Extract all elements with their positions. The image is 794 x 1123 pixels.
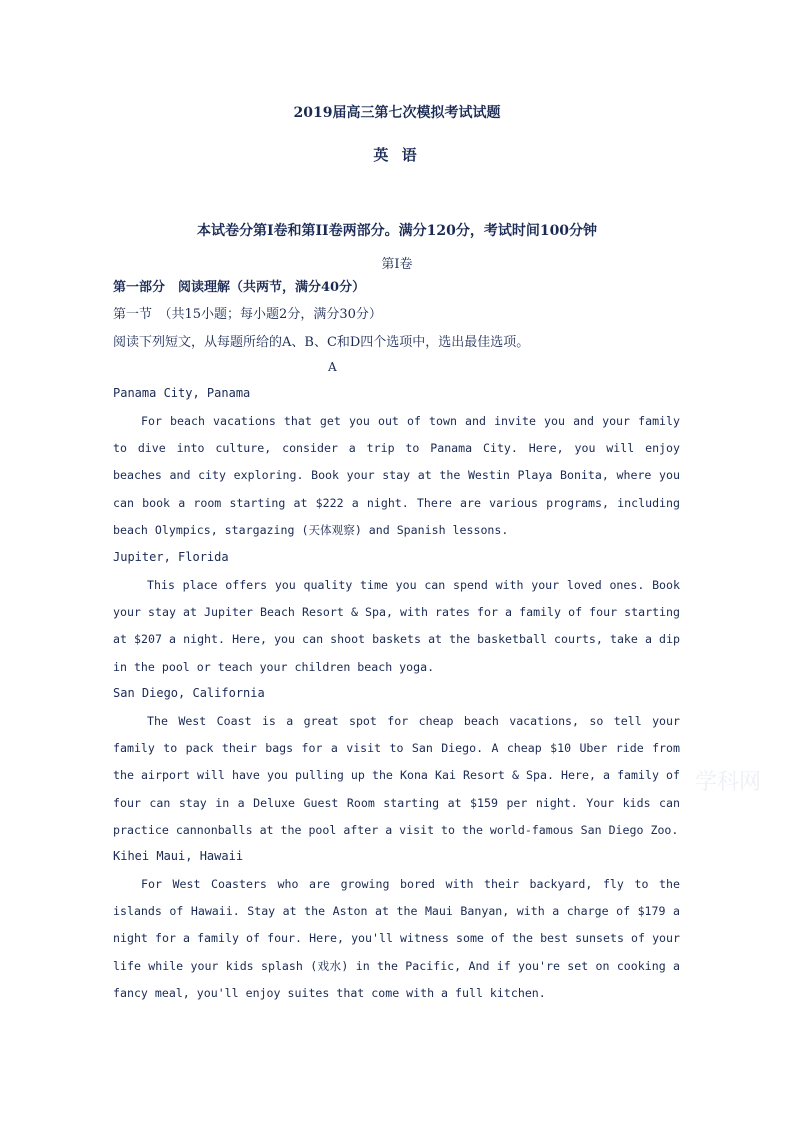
destination-paragraph: For West Coasters who are growing bored with their backyard, fly to the islands of Hawaii. Stay at the Aston at the Maui Banyan, with a charge of $179 a night for a family of four. Here, you'll witness some of the best sunsets of your life while your kids splash (戏水) in the Pacific, And if you're set on cooking a fancy meal, you'll enjoy suites that come with a full kitchen.	[113, 877, 680, 1000]
destination-heading: Panama City, Panama	[113, 386, 251, 400]
destination-heading: Kihei Maui, Hawaii	[113, 849, 244, 863]
destination-heading: Jupiter, Florida	[113, 550, 229, 564]
instruction-text: 阅读下列短文，从每题所给的A、B、C和D四个选项中，选出最佳选项。	[113, 335, 530, 350]
destination-paragraph: For beach vacations that get you out of town and invite you and your family to dive into culture, consider a trip to Panama City. Here, you will enjoy beaches and city exploring. Book your stay at the Westin Playa Bonita, where you can book a room starting at $222 a night. There are various programs, including beach Olympics, stargazing (天体观察) and Spanish lessons.	[113, 414, 680, 537]
part1-title: 第一部分 阅读理解（共两节，满分40分）	[113, 280, 366, 295]
exam-intro: 本试卷分第I卷和第II卷两部分。满分120分，考试时间100分钟	[196, 223, 598, 239]
destination-heading: San Diego, California	[113, 686, 265, 700]
destination-paragraph: The West Coast is a great spot for cheap beach vacations, so tell your family to pack their bags for a visit to San Diego. A cheap $10 Uber ride from the airport will have you pulling up the Kona Kai Resort & Spa. Here, a family of four can stay in a Deluxe Guest Room starting at $159 per night. Your kids can practice cannonballs at the pool after a visit to the world-famous San Diego Zoo.	[113, 714, 680, 837]
subject-title: 英 语	[373, 146, 421, 164]
section1-title: 第一节 （共15小题；每小题2分，满分30分）	[113, 307, 382, 322]
volume-label: 第I卷	[381, 257, 413, 272]
destination-paragraph: This place offers you quality time you can spend with your loved ones. Book your stay at Jupiter Beach Resort & Spa, with rates for a family of four starting at $207 a night. Here, you can shoot baskets at the basketball courts, take a dip in the pool or teach your children beach yoga.	[113, 578, 680, 674]
watermark: 学科网	[695, 770, 762, 795]
exam-title: 2019届高三第七次模拟考试试题	[293, 105, 501, 121]
passage-letter: A	[328, 360, 337, 374]
